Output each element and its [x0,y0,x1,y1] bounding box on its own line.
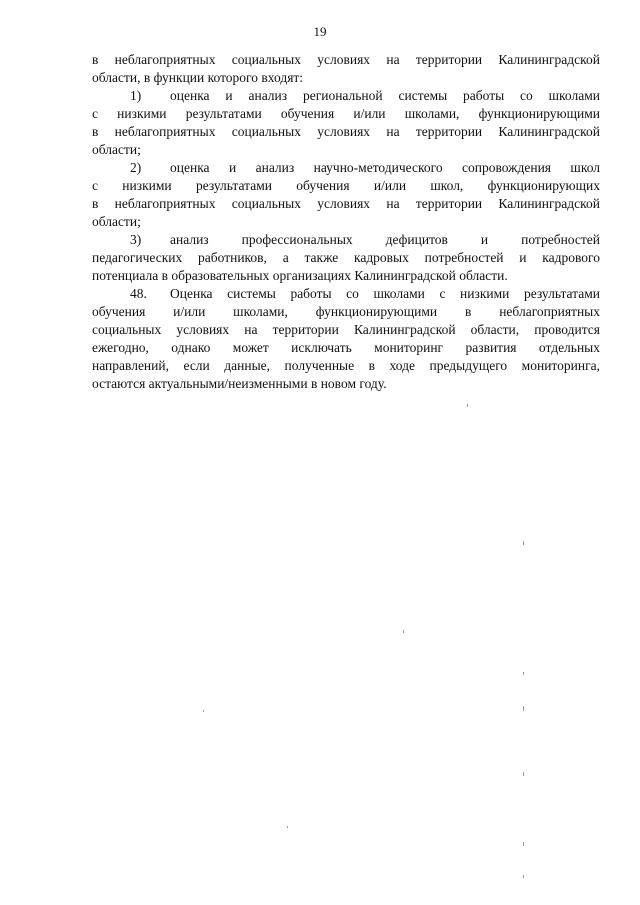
list-item-text: оценка и анализ региональной системы работы со школами [170,88,600,103]
text-line: остаются актуальными/неизменными в новом году. [92,376,387,391]
scan-speck [523,672,524,675]
text-line: с низкими результатами обучения и/или школ, функционирующих [92,178,600,193]
text-line: социальных условиях на территории Калининградской области, проводится [92,322,600,337]
scan-speck [287,826,288,828]
paragraph-text: Оценка системы работы со школами с низкими результатами [170,286,600,301]
scan-speck [523,706,524,711]
text-line: с низкими результатами обучения и/или школами, функционирующими [92,106,600,121]
list-item-text: оценка и анализ научно-методического сопровождения школ [170,160,600,175]
list-item-number: 3) [130,232,142,247]
paragraph-number: 48. [130,286,147,301]
scan-speck [523,541,524,545]
list-item-1 [92,87,600,105]
text-line: педагогических работников, а также кадровых потребностей и кадрового [92,250,600,265]
text-line: направлений, если данные, полученные в ходе предыдущего мониторинга, [92,358,600,373]
text-line: области, в функции которого входят: [92,70,304,85]
scan-speck [523,842,524,846]
page-number: 19 [313,24,327,39]
list-item-3 [92,231,600,249]
text-line: в неблагоприятных социальных условиях на территории Калининградской [92,124,600,139]
list-item-text: анализ профессиональных дефицитов и потребностей [170,232,600,247]
text-line: области; [92,214,141,229]
list-item-2 [92,159,600,177]
text-line: области; [92,142,141,157]
list-item-number: 2) [130,160,142,175]
text-line: в неблагоприятных социальных условиях на территории Калининградской [92,52,600,67]
text-line: ежегодно, однако может исключать мониторинг развития отдельных [92,340,600,355]
scan-speck [467,404,468,407]
text-line: потенциала в образовательных организациях Калининградской области. [92,268,508,283]
text-line: обучения и/или школами, функционирующими в неблагоприятных [92,304,600,319]
list-item-number: 1) [130,88,142,103]
scan-speck [523,875,524,878]
paragraph-48 [92,285,600,303]
scan-speck [203,710,204,712]
scan-speck [523,772,524,776]
scan-speck [403,630,404,633]
text-line: в неблагоприятных социальных условиях на территории Калининградской [92,196,600,211]
document-body [92,51,600,393]
